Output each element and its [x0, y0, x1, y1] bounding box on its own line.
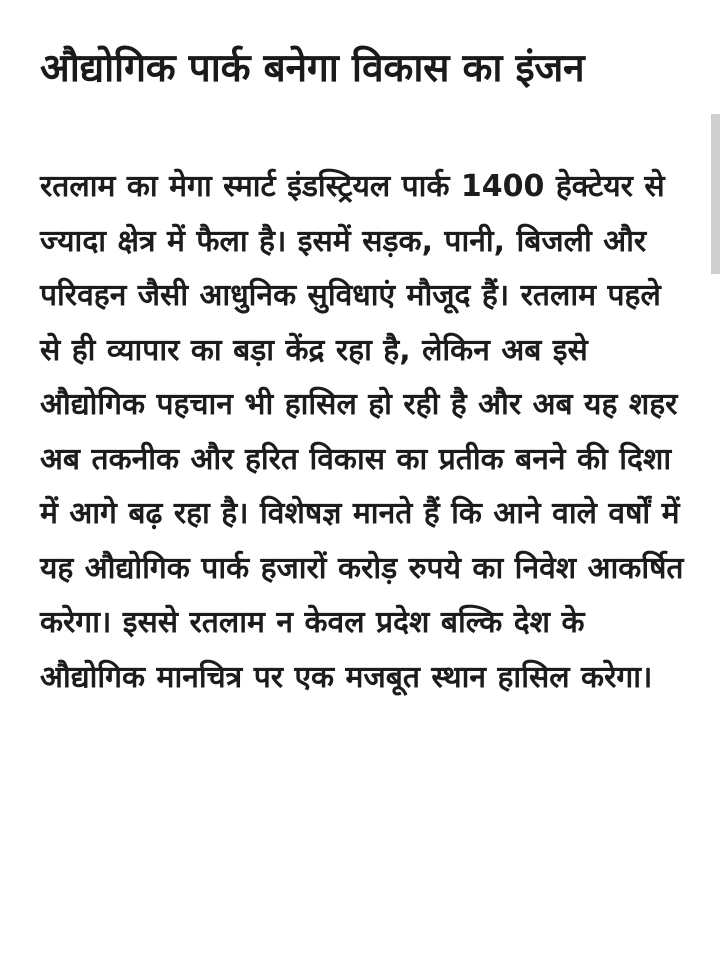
scrollbar-thumb[interactable]	[711, 114, 720, 274]
article-body: रतलाम का मेगा स्मार्ट इंडस्ट्रियल पार्क 1400 हेक्टेयर से ज्यादा क्षेत्र में फैला है। इसमें सड़क, पानी, बिजली और परिवहन जैसी आधुनिक सुविधाएं मौजूद हैं। रतलाम पहले से ही व्यापार का बड़ा केंद्र रहा है, लेकिन अब इसे औद्योगिक पहचान भी हासिल हो रही है और अब यह शहर अब तकनीक और हरित विकास का प्रतीक बनने की दिशा में आगे बढ़ रहा है। विशेषज्ञ मानते हैं कि आने वाले वर्षों में यह औद्योगिक पार्क हजारों करोड़ रुपये का निवेश आकर्षित करेगा। इससे रतलाम न केवल प्रदेश बल्कि देश के औद्योगिक मानचित्र पर एक मजबूत स्थान हासिल करेगा।	[40, 169, 684, 695]
article-headline: औद्योगिक पार्क बनेगा विकास का इंजन	[40, 46, 585, 91]
article	[40, 36, 690, 705]
